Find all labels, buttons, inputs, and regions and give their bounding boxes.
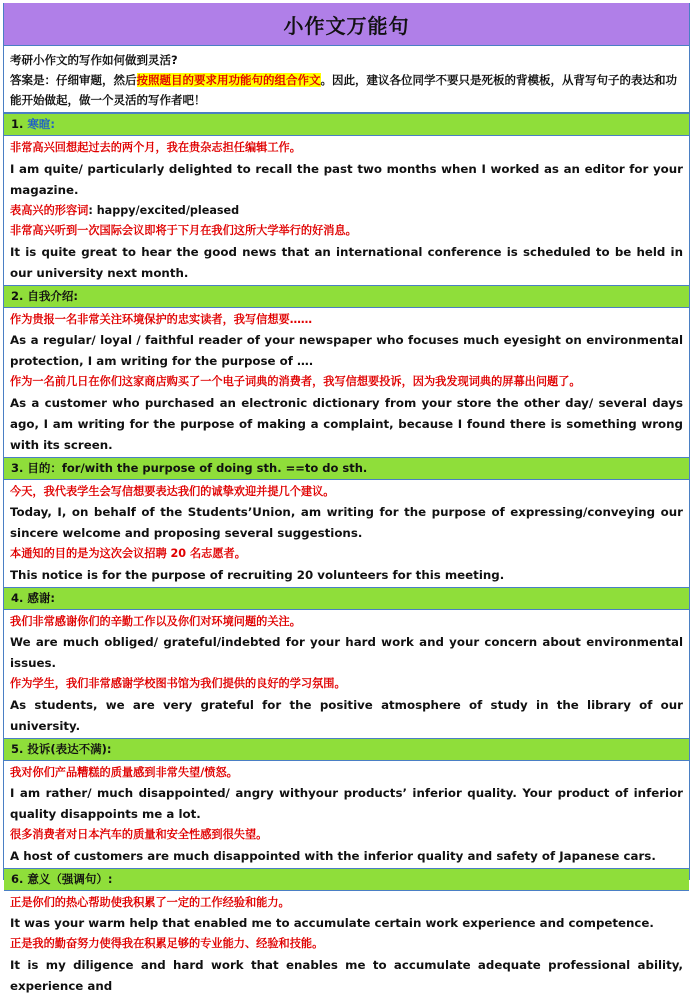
chinese-sentence: 作为学生，我们非常感谢学校图书馆为我们提供的良好的学习氛围。: [10, 677, 346, 690]
chinese-sentence: 作为贵报一名非常关注环境保护的忠实读者，我写信想要……: [10, 312, 313, 326]
chinese-sentence: 非常高兴听到一次国际会议即将于下月在我们这所大学举行的好消息。: [10, 224, 357, 237]
chinese-sentence: 作为一名前几日在你们这家商店购买了一个电子词典的消费者，我写信想要投诉，因为我发现词典的屏幕出问题了。: [10, 375, 581, 388]
chinese-label: 表高兴的形容词: [10, 203, 89, 217]
section-label: 意义（强调句）:: [27, 871, 113, 886]
english-word-list: : happy/excited/pleased: [88, 203, 240, 217]
chinese-sentence: 正是我的勤奋努力使得我在积累足够的专业能力、经验和技能。: [10, 937, 324, 950]
section-heading: [4, 457, 689, 480]
document-frame: [3, 3, 690, 993]
english-sentence: It is my diligence and hard work that enables me to accumulate adequate professional ability, experience and: [10, 957, 683, 993]
section-label: 寒暄:: [27, 117, 55, 131]
english-sentence: Today, I, on behalf of the Students’Union, am writing for the purpose of expressing/conveying our sincere welcome and proposing several suggestions.: [10, 505, 683, 540]
intro-answer: [10, 70, 683, 110]
section-heading: [4, 113, 689, 136]
chinese-label-line: [10, 201, 683, 222]
english-sentence: I am rather/ much disappointed/ angry withyour products’ inferior quality. Your product of inferior quality disappoints me a lot.: [10, 786, 683, 821]
section-body: [4, 761, 689, 868]
chinese-sentence: 我们非常感谢你们的辛勤工作以及你们对环境问题的关注。: [10, 614, 301, 628]
section-label: 目的：for/with the purpose of doing sth. ==to do sth.: [27, 460, 368, 475]
intro-answer-pre: 答案是：仔细审题，然后: [10, 73, 137, 87]
section-body: [4, 891, 689, 998]
english-sentence: It is quite great to hear the good news that an international conference is scheduled to be held in our university next month.: [10, 244, 683, 280]
section-heading: [4, 285, 689, 308]
section-heading: [4, 868, 689, 891]
section-body: [4, 136, 689, 285]
english-sentence: As a regular/ loyal / faithful reader of your newspaper who focuses much eyesight on environmental protection, I am writing for the purpose of ….: [10, 333, 683, 368]
english-sentence: I am quite/ particularly delighted to recall the past two months when I worked as an editor for your magazine.: [10, 161, 683, 197]
chinese-sentence: 今天，我代表学生会写信想要表达我们的诚挚欢迎并提几个建议。: [10, 484, 335, 498]
section-body: [4, 610, 689, 738]
intro-block: [4, 46, 689, 113]
chinese-sentence: 本通知的目的是为这次会议招聘 20 名志愿者。: [10, 547, 246, 560]
section-number: 4.: [11, 590, 28, 605]
section-number: 5.: [11, 741, 28, 756]
english-sentence: As students, we are very grateful for the positive atmosphere of study in the library of our university.: [10, 697, 683, 733]
section-heading: [4, 738, 689, 761]
section-number: 2.: [11, 288, 28, 303]
section-number: 6.: [11, 871, 28, 886]
section-body: [4, 308, 689, 457]
section-label: 自我介绍:: [27, 288, 78, 303]
chinese-sentence: 非常高兴回想起过去的两个月，我在贵杂志担任编辑工作。: [10, 141, 301, 154]
chinese-sentence: 很多消费者对日本汽车的质量和安全性感到很失望。: [10, 828, 268, 841]
intro-question: 考研小作文的写作如何做到灵活?: [10, 53, 178, 67]
intro-answer-highlight: 按照题目的要求用功能句的组合作文: [136, 73, 321, 87]
sections-container: [4, 113, 689, 998]
section-number: 1.: [11, 117, 28, 131]
english-sentence: As a customer who purchased an electronic dictionary from your store the other day/ several days ago, I am writing for the purpose of making a complaint, because I found there is something wrong with its screen.: [10, 395, 683, 452]
title-bar: [4, 3, 689, 46]
english-sentence: We are much obliged/ grateful/indebted for your hard work and your concern about environmental issues.: [10, 635, 683, 670]
section-number: 3.: [11, 460, 28, 475]
page-title: 小作文万能句: [283, 13, 410, 38]
intro-answer-post: 。因此，建议各位同学不要只是死板的背模板，从背写句子的表达和功能开始做起，做一个灵活的写作者吧！: [10, 73, 677, 107]
english-sentence: It was your warm help that enabled me to accumulate certain work experience and competence.: [10, 916, 654, 930]
english-sentence: This notice is for the purpose of recruiting 20 volunteers for this meeting.: [10, 567, 505, 582]
section-label: 投诉(表达不满):: [27, 741, 112, 756]
chinese-sentence: 我对你们产品糟糕的质量感到非常失望/愤怒。: [10, 765, 238, 779]
section-label: 感谢:: [27, 590, 55, 605]
section-heading: [4, 587, 689, 610]
chinese-sentence: 正是你们的热心帮助使我积累了一定的工作经验和能力。: [10, 895, 290, 909]
section-body: [4, 480, 689, 587]
english-sentence: A host of customers are much disappointed with the inferior quality and safety of Japanese cars.: [10, 848, 656, 863]
